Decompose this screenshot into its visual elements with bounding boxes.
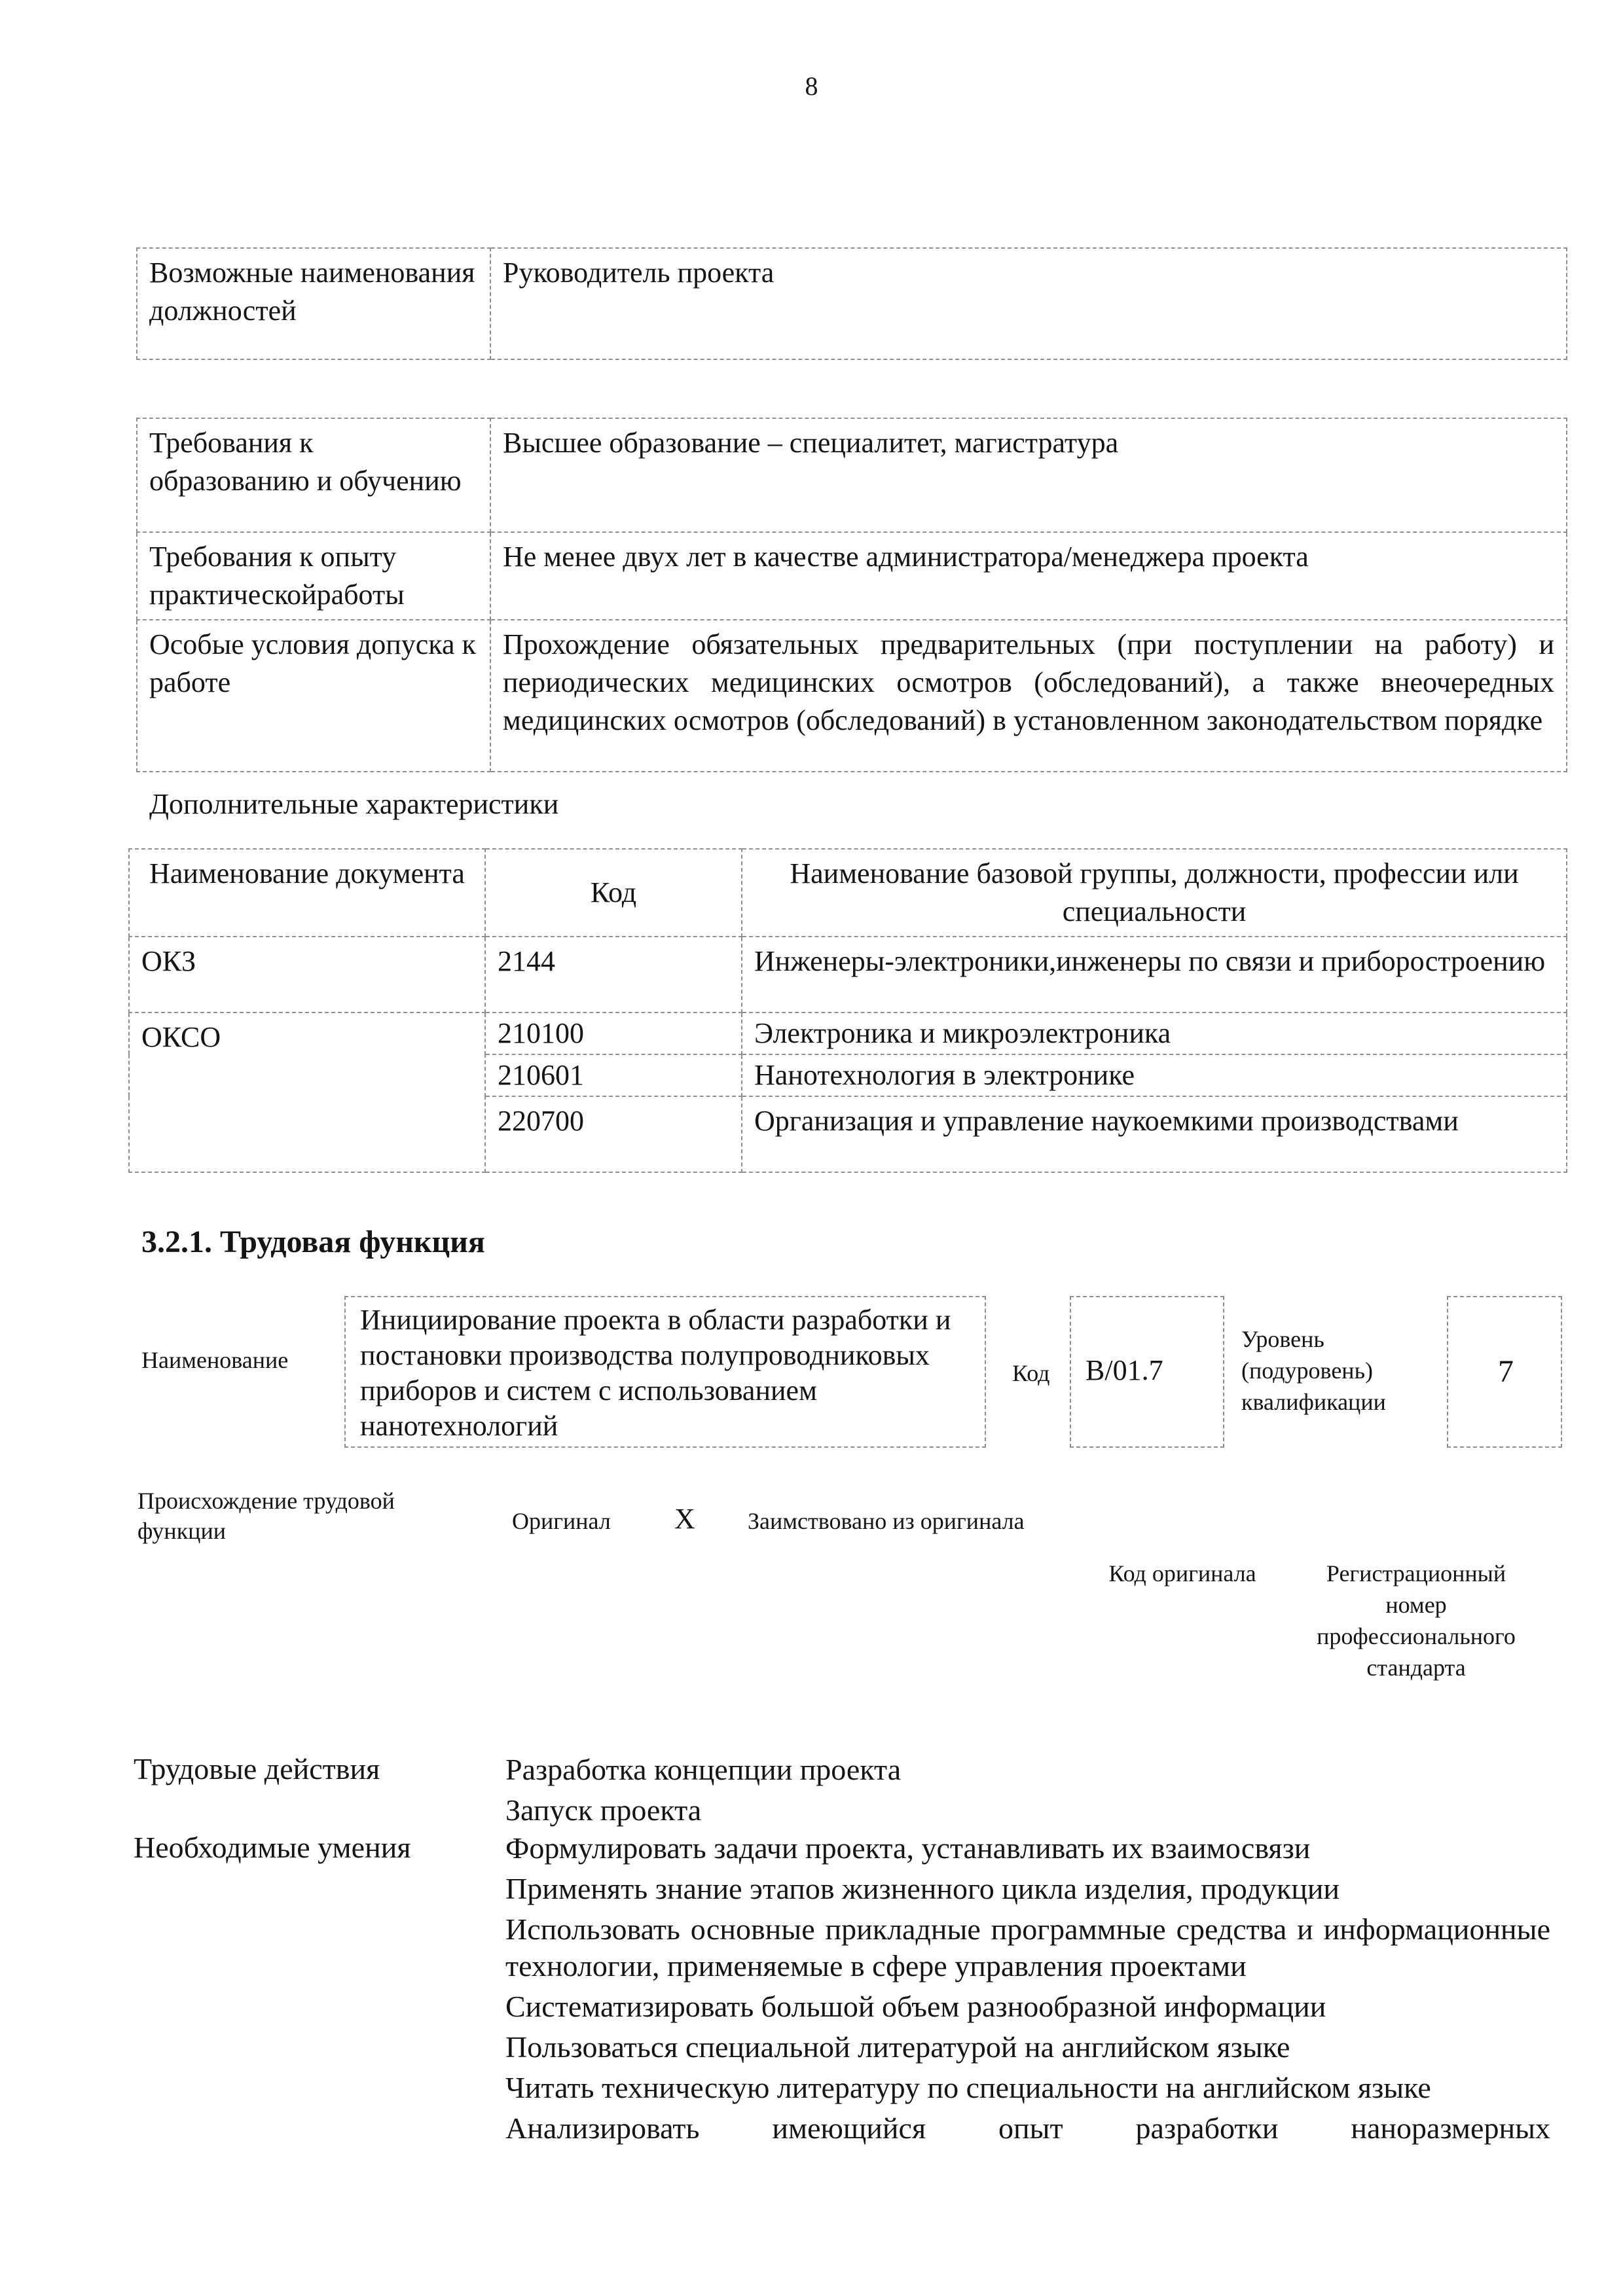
origin-mark: X	[674, 1503, 695, 1535]
reg-number-label: Регистрационный номер профессионального стандарта	[1317, 1560, 1516, 1681]
level-box	[1447, 1296, 1562, 1448]
additional-table	[128, 848, 1567, 1173]
table-row	[129, 937, 1567, 1013]
conditions-value: Прохождение обязательных предварительных (при поступлении на работу) и периодических медицинских осмотров (обследований), а также внеочередных медицинских осмотров (обследований) в установленном законодательством порядке	[490, 620, 1567, 772]
list-item: Запуск проекта	[505, 1793, 702, 1827]
positions-label: Возможные наименования должностей	[137, 248, 490, 359]
list-item: Разработка концепции проекта	[505, 1753, 902, 1786]
function-name-label: Наименование	[141, 1347, 289, 1373]
row-doc: ОКЗ	[129, 937, 485, 1013]
skills-label: Необходимые умения	[134, 1831, 411, 1864]
actions-label: Трудовые действия	[134, 1752, 380, 1785]
list-item: Систематизировать большой объем разнообразной информации	[505, 1990, 1326, 2023]
function-title: 3.2.1. Трудовая функция	[141, 1225, 485, 1259]
education-value: Высшее образование – специалитет, магистратура	[490, 418, 1567, 532]
row-doc: ОКСО	[129, 1013, 485, 1172]
row-name: Электроника и микроэлектроника	[742, 1013, 1567, 1054]
education-label: Требования к образованию и обучению	[137, 418, 490, 532]
row-name: Нанотехнология в электронике	[742, 1054, 1567, 1096]
level-label: Уровень (подуровень) квалификации	[1241, 1326, 1386, 1415]
code-original-label: Код оригинала	[1108, 1560, 1256, 1587]
row-code: 220700	[485, 1096, 742, 1172]
experience-label: Требования к опыту практическойработы	[137, 532, 490, 620]
table-header-row	[129, 849, 1567, 937]
row-code: 210100	[485, 1013, 742, 1054]
table-row	[137, 248, 1567, 359]
positions-value: Руководитель проекта	[490, 248, 1567, 359]
list-item: Формулировать задачи проекта, устанавливать их взаимосвязи	[505, 1831, 1311, 1865]
origin-original: Оригинал	[512, 1508, 611, 1534]
page-number: 8	[805, 71, 818, 101]
row-name: Инженеры-электроники,инженеры по связи и приборостроению	[742, 937, 1567, 1013]
conditions-label: Особые условия допуска к работе	[137, 620, 490, 772]
experience-value: Не менее двух лет в качестве администратора/менеджера проекта	[490, 532, 1567, 620]
origin-label: Происхождение трудовой функции	[137, 1488, 395, 1544]
code-label: Код	[1012, 1360, 1050, 1386]
list-item: Читать техническую литературу по специальности на английском языке	[505, 2071, 1431, 2104]
level-value: 7	[1498, 1354, 1514, 1389]
function-name-value: Инициирование проекта в области разработки и постановки производства полупроводниковых приборов и систем с использованием нанотехнологий	[360, 1304, 951, 1442]
additional-title: Дополнительные характеристики	[149, 788, 559, 820]
table-row	[137, 418, 1567, 532]
actions-list	[505, 1751, 1550, 1833]
origin-borrowed: Заимствовано из оригинала	[748, 1508, 1025, 1534]
function-name-box	[344, 1296, 986, 1448]
list-item: Анализировать имеющийся опыт разработки наноразмерных	[505, 2111, 1550, 2145]
skills-list	[505, 1830, 1550, 2151]
table-row	[137, 620, 1567, 772]
header-document: Наименование документа	[129, 849, 485, 937]
list-item: Использовать основные прикладные программные средства и информационные технологии, применяемые в сфере управления проектами	[505, 1912, 1550, 1982]
table-row	[137, 532, 1567, 620]
code-value: B/01.7	[1085, 1354, 1163, 1386]
header-name: Наименование базовой группы, должности, профессии или специальности	[742, 849, 1567, 937]
list-item: Пользоваться специальной литературой на английском языке	[505, 2030, 1290, 2064]
code-box	[1070, 1296, 1224, 1448]
positions-table	[136, 247, 1567, 360]
row-name: Организация и управление наукоемкими производствами	[742, 1096, 1567, 1172]
row-code: 210601	[485, 1054, 742, 1096]
list-item: Применять знание этапов жизненного цикла изделия, продукции	[505, 1872, 1340, 1905]
header-code: Код	[485, 849, 742, 937]
row-code: 2144	[485, 937, 742, 1013]
table-row	[129, 1013, 1567, 1054]
requirements-table	[136, 418, 1567, 772]
